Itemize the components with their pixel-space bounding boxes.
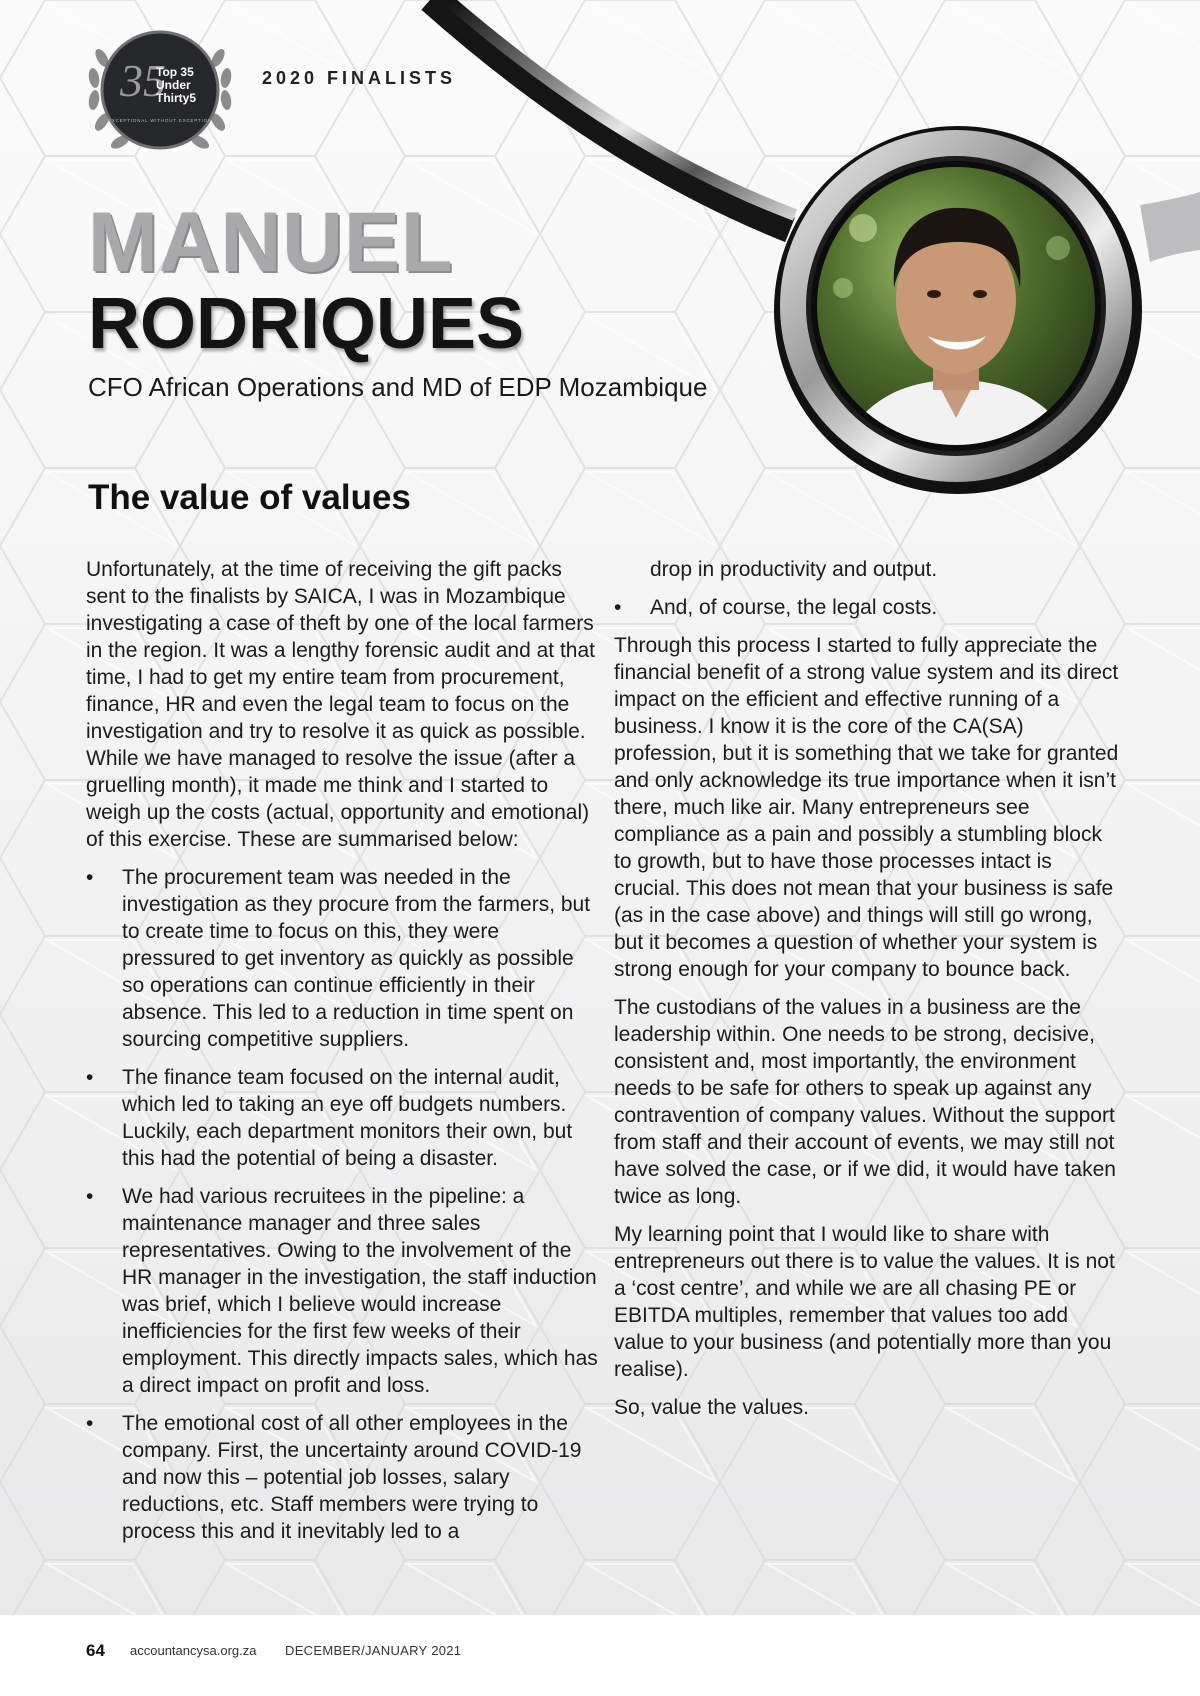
website-link[interactable]: accountancysa.org.za xyxy=(130,1643,257,1658)
list-item-text: And, of course, the legal costs. xyxy=(650,596,938,619)
article-title: The value of values xyxy=(88,478,411,517)
body-paragraph: Through this process I started to fully appreciate the financial benefit of a strong value system and its direct impact on the efficient and effective running of a business. I know it is the core of the CA(SA) profession, but it is something that we take for granted and only acknowledge its true importance when it isn’t there, much like air. Many entrepreneurs see compliance as a pain and possibly a stumbling block to growth, but to have those processes intact is crucial. This does not mean that your business is safe (as in the case above) and things will still go wrong, but it becomes a question of whether your system is strong enough for your company to bounce back. xyxy=(614,634,1119,981)
list-item-text: The procurement team was needed in the investigation as they procure from the farmers, but to create time to focus on this, they were pressured to get inventory as quickly as possible so operations can continue efficiently in their absence. This led to a reduction in time spent on sourcing competitive suppliers. xyxy=(122,866,591,1051)
top35-laurel-badge xyxy=(80,18,240,168)
body-paragraph: The custodians of the values in a business are the leadership within. One needs to be strong, decisive, consistent and, most importantly, the environment needs to be safe for others to speak up against any contravention of company values. Without the support from staff and their account of events, we may still not have solved the case, or if we did, it would have taken twice as long. xyxy=(614,996,1116,1208)
list-item xyxy=(86,1410,598,1545)
badge-line2: Under xyxy=(156,78,191,92)
list-item xyxy=(86,1183,598,1399)
body-paragraph: My learning point that I would like to share with entrepreneurs out there is to value the values. It is not a ‘cost centre’, and while we are all chasing PE or EBITDA multiples, remember that values too add value to your business (and potentially more than you realise). xyxy=(614,1223,1115,1381)
list-item xyxy=(614,594,1124,621)
badge-line3: Thirty5 xyxy=(156,91,197,105)
list-item-text: The emotional cost of all other employees in the company. First, the uncertainty around COVID-19 and now this – potential job losses, salary reductions, etc. Staff members were trying to process this and it inevitably led to a xyxy=(122,1412,582,1543)
article-column-right xyxy=(614,556,1124,1432)
list-item-text: We had various recruitees in the pipeline: a maintenance manager and three sales representatives. Owing to the involvement of the HR manager in the investigation, the staff induction was brief, which I believe would increase inefficiencies for the first few weeks of their employment. This directly impacts sales, which has a direct impact on profit and loss. xyxy=(122,1185,598,1397)
bullet-icon: • xyxy=(86,1412,94,1435)
intro-paragraph: Unfortunately, at the time of receiving the gift packs sent to the finalists by SAICA, I was in Mozambique investigating a case of theft by one of the local farmers in the region. It was a lengthy forensic audit and at that time, I had to get my entire team from procurement, finance, HR and even the legal team to focus on the investigation and try to resolve it as quick as possible. While we have managed to resolve the issue (after a gruelling month), it made me think and I started to weigh up the costs (actual, opportunity and emotional) of this exercise. These are summarised below: xyxy=(86,558,595,851)
finalists-label: 2020 FINALISTS xyxy=(262,68,457,88)
portrait-photo xyxy=(768,118,1148,498)
last-name: RODRIQUES xyxy=(88,284,525,364)
bullet-icon: • xyxy=(86,1185,94,1208)
list-item-text: The finance team focused on the internal audit, which led to taking an eye off budgets numbers. Luckily, each department monitors their own, but this had the potential of being a disaster. xyxy=(122,1066,573,1170)
closing-line: So, value the values. xyxy=(614,1396,809,1419)
badge-number: 35 xyxy=(120,55,166,106)
job-title: CFO African Operations and MD of EDP Mozambique xyxy=(88,372,708,402)
list-item xyxy=(86,864,598,1053)
article-column-left xyxy=(86,556,598,1556)
cost-list xyxy=(86,864,598,1545)
badge-tagline: EXCEPTIONAL WITHOUT EXCEPTION xyxy=(108,118,212,123)
bullet-icon: • xyxy=(614,596,622,619)
first-name: MANUEL xyxy=(88,195,454,289)
badge-line1: Top 35 xyxy=(156,65,194,79)
list-item-continuation xyxy=(614,556,1124,583)
list-item xyxy=(86,1064,598,1172)
page-number: 64 xyxy=(86,1641,105,1660)
bullet-icon: • xyxy=(86,866,94,889)
cost-list-continued xyxy=(614,556,1124,621)
issue-date: DECEMBER/JANUARY 2021 xyxy=(285,1643,462,1658)
list-item-text: drop in productivity and output. xyxy=(650,558,938,581)
bullet-icon: • xyxy=(86,1066,94,1089)
